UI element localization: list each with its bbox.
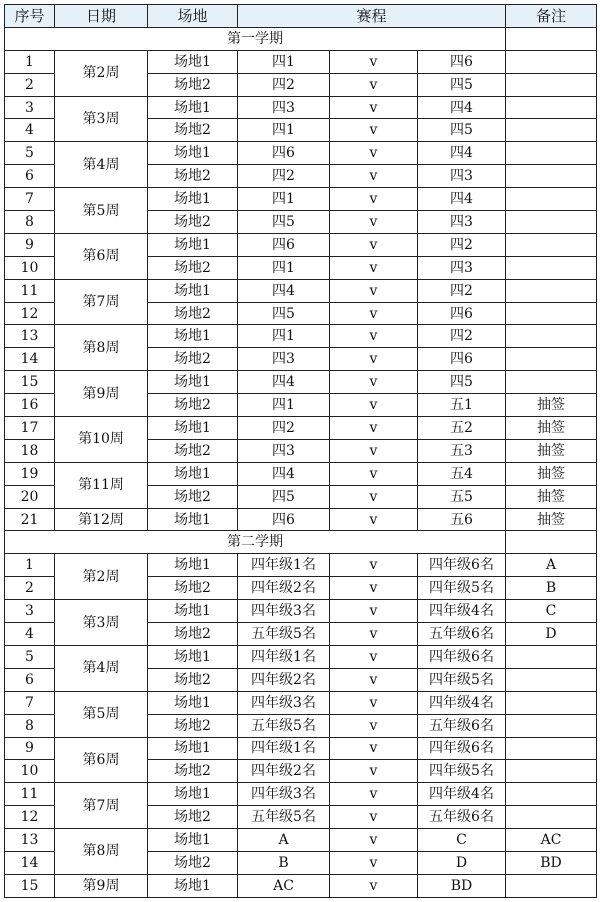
note-cell [506, 96, 597, 119]
seq-cell: 13 [5, 829, 55, 852]
note-cell [506, 256, 597, 279]
note-cell [506, 668, 597, 691]
venue-cell: 场地2 [148, 211, 238, 234]
vs-cell: v [330, 462, 418, 485]
week-cell: 第11周 [55, 462, 148, 508]
team2-cell: 四年级6名 [418, 554, 506, 577]
team1-cell: 四年级3名 [238, 691, 330, 714]
note-cell [506, 737, 597, 760]
table-row [5, 50, 597, 73]
week-cell: 第5周 [55, 188, 148, 234]
vs-cell: v [330, 714, 418, 737]
venue-cell: 场地2 [148, 806, 238, 829]
seq-cell: 11 [5, 783, 55, 806]
table-row [5, 508, 597, 531]
venue-cell: 场地1 [148, 371, 238, 394]
table-row [5, 874, 597, 897]
table-row [5, 325, 597, 348]
section-note-cell [506, 531, 597, 554]
team2-cell: 四年级4名 [418, 691, 506, 714]
venue-cell: 场地2 [148, 668, 238, 691]
seq-cell: 10 [5, 760, 55, 783]
seq-cell: 8 [5, 714, 55, 737]
venue-cell: 场地2 [148, 165, 238, 188]
team2-cell: 四4 [418, 96, 506, 119]
venue-cell: 场地2 [148, 623, 238, 646]
team1-cell: 四6 [238, 233, 330, 256]
venue-cell: 场地2 [148, 439, 238, 462]
header-venue: 场地 [148, 5, 238, 28]
week-cell: 第4周 [55, 645, 148, 691]
team2-cell: D [418, 851, 506, 874]
week-cell: 第7周 [55, 783, 148, 829]
note-cell: D [506, 623, 597, 646]
week-cell: 第9周 [55, 371, 148, 417]
team2-cell: 四3 [418, 256, 506, 279]
team2-cell: 四5 [418, 371, 506, 394]
venue-cell: 场地1 [148, 188, 238, 211]
week-cell: 第8周 [55, 829, 148, 875]
seq-cell: 3 [5, 96, 55, 119]
section-row [5, 531, 597, 554]
team2-cell: 四4 [418, 188, 506, 211]
note-cell [506, 233, 597, 256]
seq-cell: 5 [5, 142, 55, 165]
note-cell: 抽签 [506, 439, 597, 462]
venue-cell: 场地2 [148, 302, 238, 325]
note-cell [506, 73, 597, 96]
note-cell: 抽签 [506, 485, 597, 508]
note-cell [506, 691, 597, 714]
week-cell: 第2周 [55, 554, 148, 600]
vs-cell: v [330, 623, 418, 646]
note-cell [506, 325, 597, 348]
team1-cell: 四年级1名 [238, 737, 330, 760]
team2-cell: 五4 [418, 462, 506, 485]
note-cell [506, 371, 597, 394]
seq-cell: 13 [5, 325, 55, 348]
team1-cell: 五年级5名 [238, 623, 330, 646]
section-note-cell [506, 27, 597, 50]
team2-cell: 五年级6名 [418, 714, 506, 737]
venue-cell: 场地2 [148, 256, 238, 279]
table-row [5, 417, 597, 440]
team1-cell: 四年级1名 [238, 645, 330, 668]
team1-cell: 四5 [238, 485, 330, 508]
vs-cell: v [330, 119, 418, 142]
vs-cell: v [330, 50, 418, 73]
seq-cell: 2 [5, 577, 55, 600]
team1-cell: 五年级5名 [238, 714, 330, 737]
seq-cell: 18 [5, 439, 55, 462]
header-schedule: 赛程 [238, 5, 506, 28]
venue-cell: 场地1 [148, 645, 238, 668]
table-row [5, 645, 597, 668]
week-cell: 第4周 [55, 142, 148, 188]
week-cell: 第5周 [55, 691, 148, 737]
team1-cell: 四4 [238, 279, 330, 302]
team1-cell: 四年级2名 [238, 760, 330, 783]
note-cell [506, 783, 597, 806]
week-cell: 第6周 [55, 233, 148, 279]
team2-cell: 五2 [418, 417, 506, 440]
team1-cell: 四年级2名 [238, 577, 330, 600]
seq-cell: 16 [5, 394, 55, 417]
venue-cell: 场地2 [148, 485, 238, 508]
team2-cell: 四2 [418, 325, 506, 348]
seq-cell: 9 [5, 233, 55, 256]
note-cell [506, 302, 597, 325]
note-cell: 抽签 [506, 462, 597, 485]
header-date: 日期 [55, 5, 148, 28]
week-cell: 第10周 [55, 417, 148, 463]
vs-cell: v [330, 600, 418, 623]
venue-cell: 场地1 [148, 96, 238, 119]
note-cell: C [506, 600, 597, 623]
venue-cell: 场地1 [148, 600, 238, 623]
vs-cell: v [330, 165, 418, 188]
seq-cell: 8 [5, 211, 55, 234]
seq-cell: 4 [5, 623, 55, 646]
vs-cell: v [330, 783, 418, 806]
week-cell: 第3周 [55, 600, 148, 646]
team1-cell: 四5 [238, 302, 330, 325]
seq-cell: 9 [5, 737, 55, 760]
table-row [5, 691, 597, 714]
venue-cell: 场地1 [148, 50, 238, 73]
seq-cell: 15 [5, 874, 55, 897]
section-title: 第二学期 [5, 531, 506, 554]
table-row [5, 600, 597, 623]
team1-cell: AC [238, 874, 330, 897]
vs-cell: v [330, 645, 418, 668]
team1-cell: 四年级3名 [238, 783, 330, 806]
vs-cell: v [330, 829, 418, 852]
team2-cell: 四3 [418, 211, 506, 234]
note-cell [506, 50, 597, 73]
week-cell: 第6周 [55, 737, 148, 783]
seq-cell: 12 [5, 302, 55, 325]
team2-cell: 四年级5名 [418, 577, 506, 600]
team2-cell: 五1 [418, 394, 506, 417]
header-row [5, 5, 597, 28]
team2-cell: 四年级6名 [418, 645, 506, 668]
team2-cell: 四年级6名 [418, 737, 506, 760]
seq-cell: 15 [5, 371, 55, 394]
vs-cell: v [330, 737, 418, 760]
table-row [5, 142, 597, 165]
vs-cell: v [330, 142, 418, 165]
team2-cell: 四年级5名 [418, 668, 506, 691]
venue-cell: 场地1 [148, 233, 238, 256]
team1-cell: 四年级2名 [238, 668, 330, 691]
vs-cell: v [330, 577, 418, 600]
table-row [5, 462, 597, 485]
team2-cell: 四2 [418, 233, 506, 256]
vs-cell: v [330, 348, 418, 371]
team1-cell: 四3 [238, 348, 330, 371]
note-cell: 抽签 [506, 394, 597, 417]
team1-cell: 四4 [238, 462, 330, 485]
seq-cell: 17 [5, 417, 55, 440]
venue-cell: 场地1 [148, 462, 238, 485]
team2-cell: 五3 [418, 439, 506, 462]
venue-cell: 场地2 [148, 394, 238, 417]
vs-cell: v [330, 668, 418, 691]
note-cell [506, 874, 597, 897]
vs-cell: v [330, 279, 418, 302]
table-row [5, 371, 597, 394]
note-cell [506, 165, 597, 188]
seq-cell: 6 [5, 668, 55, 691]
team2-cell: 四6 [418, 302, 506, 325]
section-title: 第一学期 [5, 27, 506, 50]
team1-cell: 四4 [238, 371, 330, 394]
week-cell: 第9周 [55, 874, 148, 897]
note-cell [506, 348, 597, 371]
week-cell: 第2周 [55, 50, 148, 96]
note-cell: A [506, 554, 597, 577]
team2-cell: 四2 [418, 279, 506, 302]
team2-cell: 五年级6名 [418, 806, 506, 829]
week-cell: 第8周 [55, 325, 148, 371]
team2-cell: 四年级4名 [418, 600, 506, 623]
venue-cell: 场地1 [148, 554, 238, 577]
table-row [5, 188, 597, 211]
seq-cell: 10 [5, 256, 55, 279]
team1-cell: A [238, 829, 330, 852]
seq-cell: 14 [5, 348, 55, 371]
vs-cell: v [330, 302, 418, 325]
vs-cell: v [330, 806, 418, 829]
venue-cell: 场地2 [148, 348, 238, 371]
vs-cell: v [330, 73, 418, 96]
seq-cell: 4 [5, 119, 55, 142]
week-cell: 第3周 [55, 96, 148, 142]
team1-cell: 四1 [238, 325, 330, 348]
venue-cell: 场地2 [148, 851, 238, 874]
team1-cell: 四2 [238, 165, 330, 188]
seq-cell: 7 [5, 691, 55, 714]
seq-cell: 1 [5, 554, 55, 577]
venue-cell: 场地1 [148, 691, 238, 714]
vs-cell: v [330, 256, 418, 279]
vs-cell: v [330, 96, 418, 119]
note-cell [506, 279, 597, 302]
vs-cell: v [330, 417, 418, 440]
vs-cell: v [330, 508, 418, 531]
team2-cell: 四5 [418, 119, 506, 142]
note-cell [506, 142, 597, 165]
team2-cell: 四年级5名 [418, 760, 506, 783]
note-cell [506, 645, 597, 668]
seq-cell: 2 [5, 73, 55, 96]
team2-cell: BD [418, 874, 506, 897]
vs-cell: v [330, 760, 418, 783]
vs-cell: v [330, 371, 418, 394]
venue-cell: 场地1 [148, 829, 238, 852]
vs-cell: v [330, 851, 418, 874]
section-row [5, 27, 597, 50]
venue-cell: 场地2 [148, 119, 238, 142]
vs-cell: v [330, 554, 418, 577]
schedule-body [5, 27, 597, 897]
note-cell [506, 760, 597, 783]
team1-cell: 四1 [238, 188, 330, 211]
header-note: 备注 [506, 5, 597, 28]
note-cell: BD [506, 851, 597, 874]
seq-cell: 1 [5, 50, 55, 73]
note-cell [506, 211, 597, 234]
team1-cell: 五年级5名 [238, 806, 330, 829]
team1-cell: 四3 [238, 439, 330, 462]
team1-cell: 四年级1名 [238, 554, 330, 577]
team1-cell: 四6 [238, 508, 330, 531]
table-row [5, 233, 597, 256]
note-cell: 抽签 [506, 508, 597, 531]
vs-cell: v [330, 874, 418, 897]
team1-cell: 四2 [238, 417, 330, 440]
team1-cell: 四1 [238, 256, 330, 279]
week-cell: 第7周 [55, 279, 148, 325]
vs-cell: v [330, 485, 418, 508]
team2-cell: 四4 [418, 142, 506, 165]
team1-cell: 四3 [238, 96, 330, 119]
team1-cell: 四年级3名 [238, 600, 330, 623]
note-cell: AC [506, 829, 597, 852]
venue-cell: 场地1 [148, 737, 238, 760]
seq-cell: 19 [5, 462, 55, 485]
seq-cell: 6 [5, 165, 55, 188]
venue-cell: 场地1 [148, 874, 238, 897]
table-row [5, 829, 597, 852]
team2-cell: 四年级4名 [418, 783, 506, 806]
team2-cell: 五5 [418, 485, 506, 508]
week-cell: 第12周 [55, 508, 148, 531]
table-row [5, 554, 597, 577]
team2-cell: C [418, 829, 506, 852]
team1-cell: 四1 [238, 50, 330, 73]
team2-cell: 四5 [418, 73, 506, 96]
team1-cell: 四5 [238, 211, 330, 234]
vs-cell: v [330, 325, 418, 348]
note-cell [506, 714, 597, 737]
table-row [5, 279, 597, 302]
vs-cell: v [330, 394, 418, 417]
venue-cell: 场地1 [148, 279, 238, 302]
team1-cell: 四2 [238, 73, 330, 96]
team2-cell: 五年级6名 [418, 623, 506, 646]
team2-cell: 四6 [418, 348, 506, 371]
header-seq: 序号 [5, 5, 55, 28]
seq-cell: 14 [5, 851, 55, 874]
vs-cell: v [330, 691, 418, 714]
schedule-table [4, 4, 597, 898]
venue-cell: 场地1 [148, 783, 238, 806]
note-cell: 抽签 [506, 417, 597, 440]
seq-cell: 21 [5, 508, 55, 531]
venue-cell: 场地2 [148, 760, 238, 783]
team2-cell: 五6 [418, 508, 506, 531]
team2-cell: 四6 [418, 50, 506, 73]
venue-cell: 场地2 [148, 73, 238, 96]
venue-cell: 场地2 [148, 714, 238, 737]
seq-cell: 5 [5, 645, 55, 668]
note-cell: B [506, 577, 597, 600]
table-row [5, 96, 597, 119]
table-row [5, 783, 597, 806]
seq-cell: 12 [5, 806, 55, 829]
venue-cell: 场地1 [148, 508, 238, 531]
venue-cell: 场地1 [148, 142, 238, 165]
vs-cell: v [330, 211, 418, 234]
team1-cell: 四1 [238, 119, 330, 142]
seq-cell: 11 [5, 279, 55, 302]
seq-cell: 20 [5, 485, 55, 508]
note-cell [506, 806, 597, 829]
team1-cell: 四1 [238, 394, 330, 417]
team1-cell: 四6 [238, 142, 330, 165]
note-cell [506, 119, 597, 142]
team1-cell: B [238, 851, 330, 874]
note-cell [506, 188, 597, 211]
table-row [5, 737, 597, 760]
seq-cell: 3 [5, 600, 55, 623]
vs-cell: v [330, 233, 418, 256]
vs-cell: v [330, 439, 418, 462]
vs-cell: v [330, 188, 418, 211]
seq-cell: 7 [5, 188, 55, 211]
team2-cell: 四3 [418, 165, 506, 188]
venue-cell: 场地1 [148, 417, 238, 440]
venue-cell: 场地1 [148, 325, 238, 348]
venue-cell: 场地2 [148, 577, 238, 600]
